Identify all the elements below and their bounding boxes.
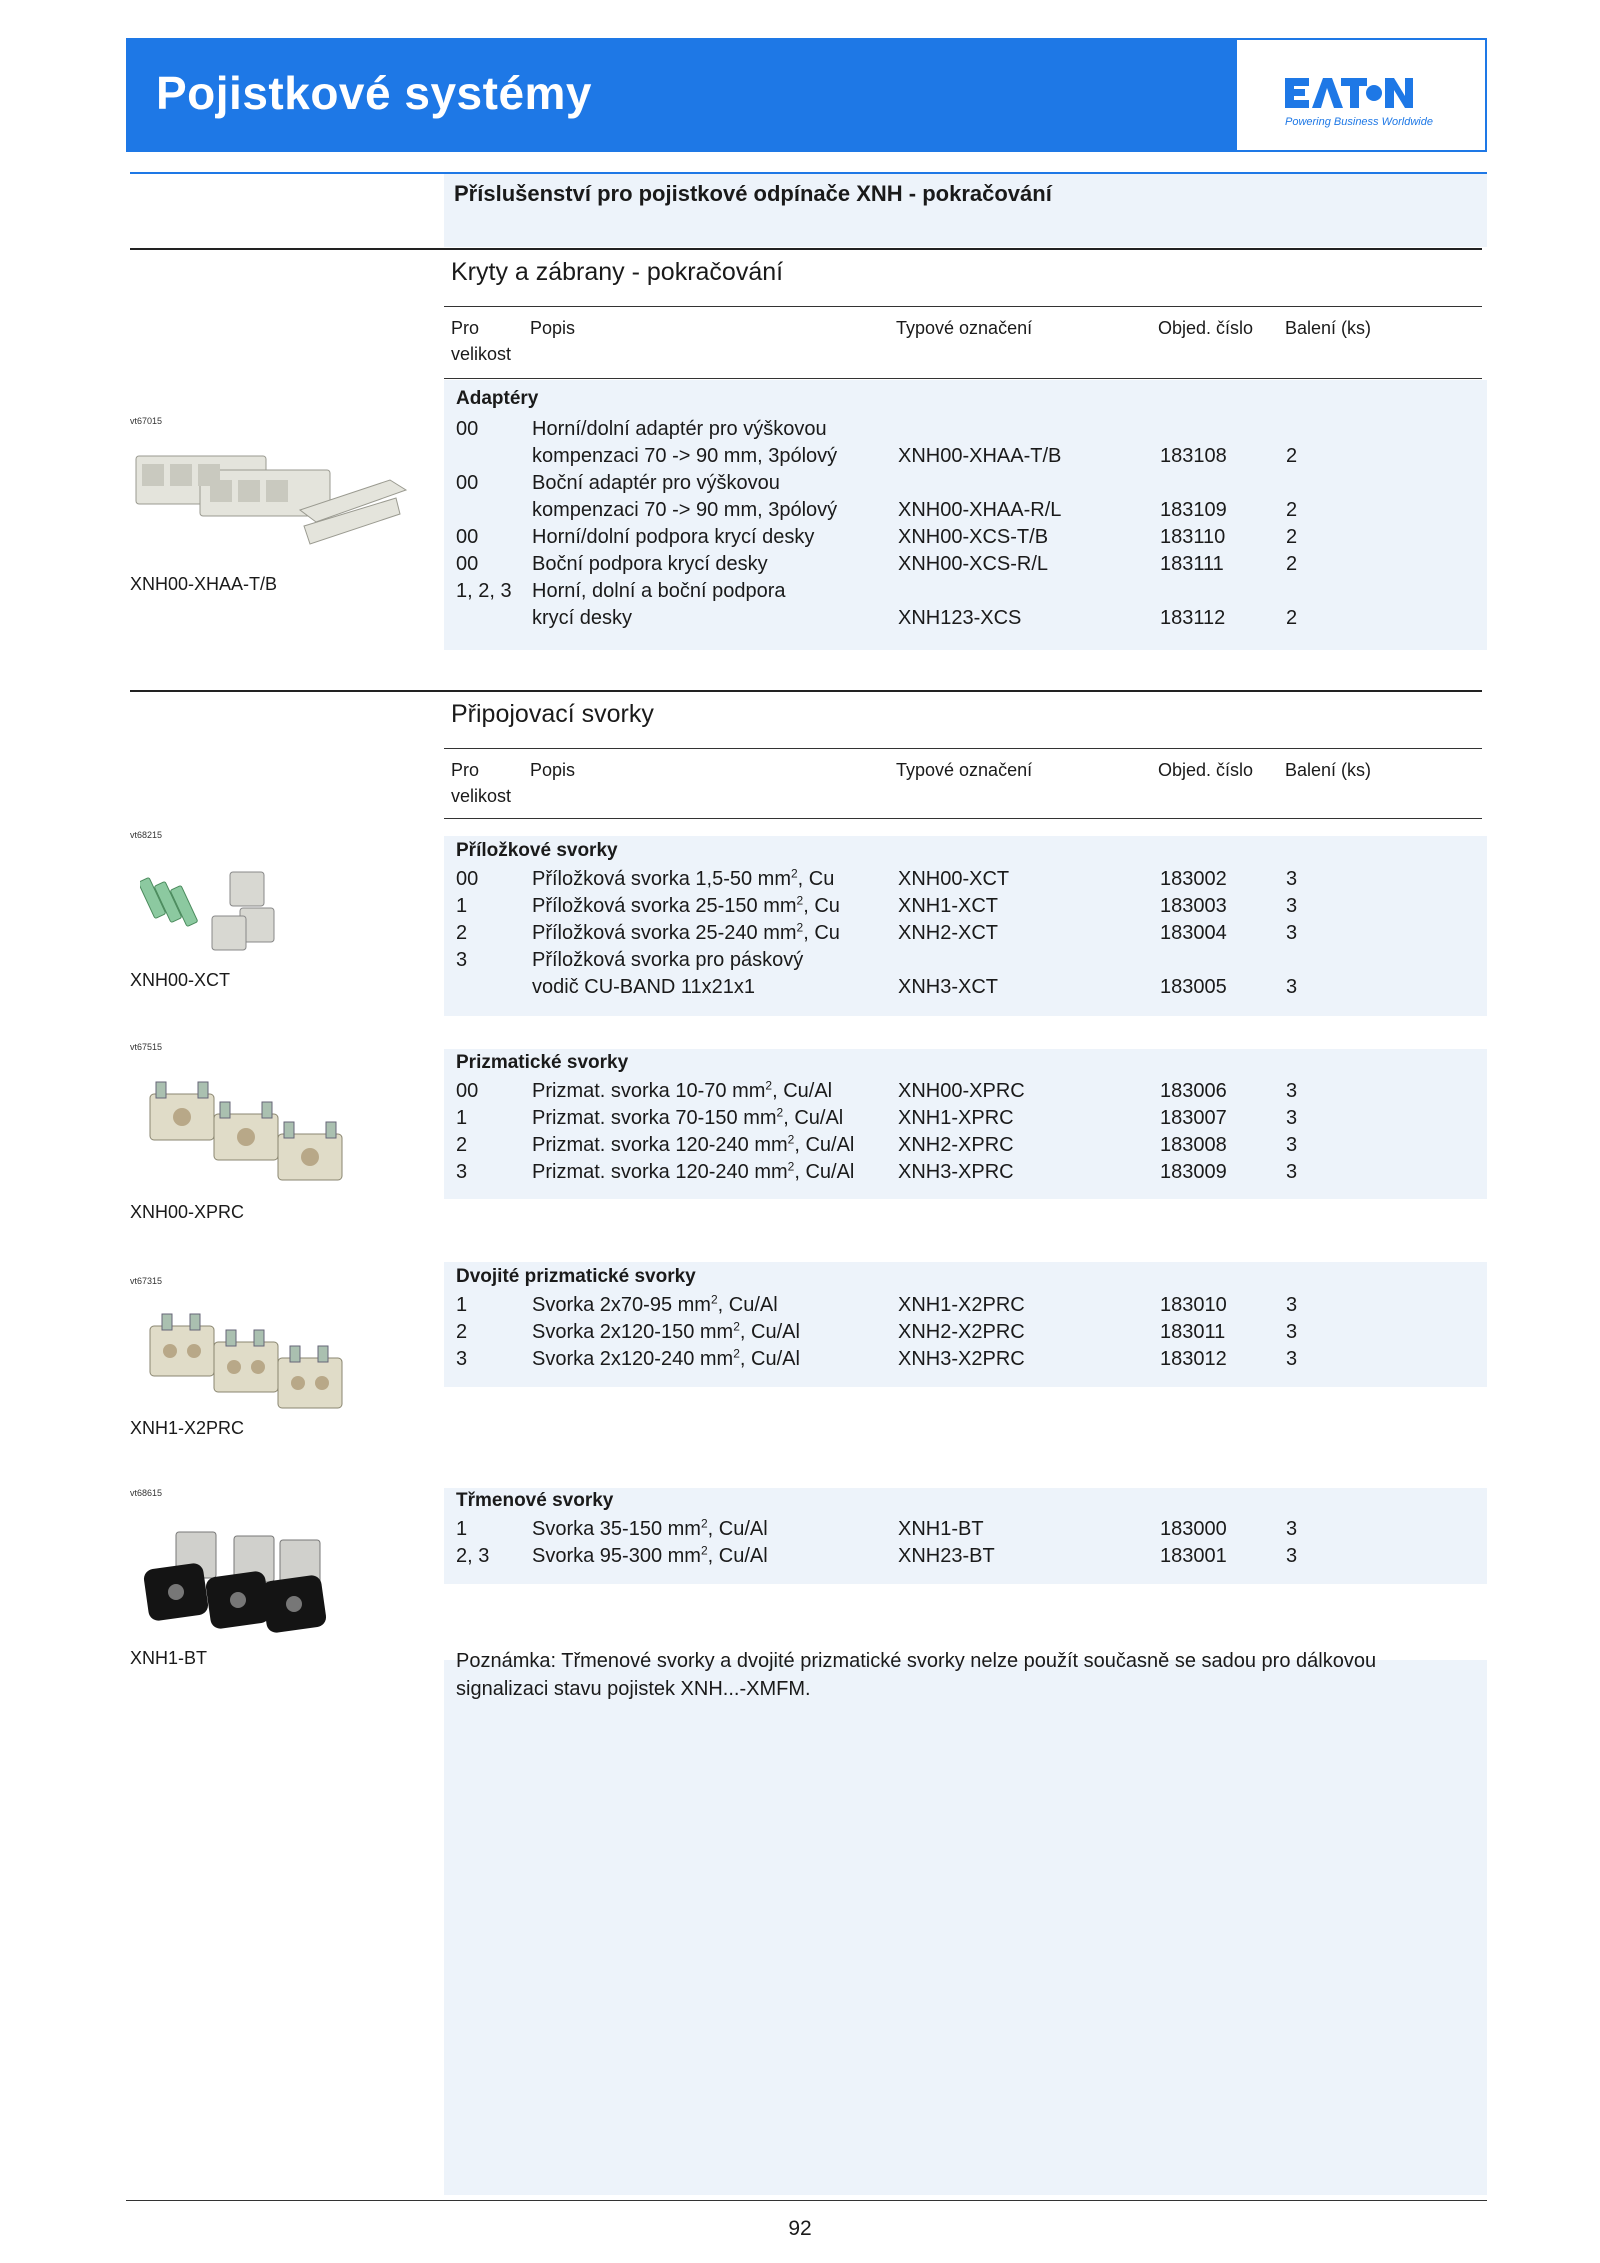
cell-size: 3 [456, 1161, 468, 1183]
cell-order: 183109 [1160, 499, 1227, 521]
image-code: vt68215 [130, 830, 163, 840]
desc-suffix: , Cu/Al [772, 1080, 833, 1102]
cell-order: 183108 [1160, 445, 1227, 467]
cell-desc [532, 1348, 800, 1371]
col-header-size: Pro [451, 318, 480, 338]
cell-order: 183004 [1160, 922, 1227, 944]
desc-suffix: , Cu [803, 895, 840, 917]
cell-type: XNH00-XPRC [898, 1080, 1025, 1102]
table-row [456, 976, 1476, 1003]
cell-type: XNH00-XHAA-R/L [898, 499, 1062, 521]
cell-type: XNH1-X2PRC [898, 1294, 1025, 1316]
desc-suffix: , Cu/Al [794, 1161, 855, 1183]
cell-pack: 3 [1286, 1348, 1298, 1370]
cell-order: 183002 [1160, 868, 1227, 890]
cell-desc [532, 1294, 778, 1317]
page-number: 92 [788, 2217, 812, 2240]
cell-size: 1 [456, 1518, 468, 1540]
col-header-desc: Popis [530, 318, 576, 338]
cell-size: 2 [456, 1134, 468, 1156]
cell-pack: 3 [1286, 1080, 1298, 1102]
table-row [456, 1294, 1476, 1321]
image-caption: XNH00-XCT [130, 970, 231, 990]
cell-desc: kompenzaci 70 -> 90 mm, 3pólový [532, 445, 838, 467]
cell-order: 183012 [1160, 1348, 1227, 1370]
cell-desc: Boční adaptér pro výškovou [532, 472, 780, 494]
cell-pack: 2 [1286, 526, 1298, 548]
cell-desc: Příložková svorka pro páskový [532, 949, 804, 971]
desc-suffix: , Cu [803, 922, 840, 944]
table-row [456, 1134, 1476, 1161]
cell-size: 3 [456, 949, 468, 971]
table-row [456, 418, 1476, 445]
cell-size: 00 [456, 553, 479, 575]
desc-text: Svorka 2x70-95 mm [532, 1294, 711, 1316]
page-title: Pojistkové systémy [156, 67, 593, 119]
main-heading: Příslušenství pro pojistkové odpínače XNH - pokračování [454, 181, 1052, 206]
group-title: Prizmatické svorky [456, 1052, 629, 1073]
cell-pack: 3 [1286, 922, 1298, 944]
cell-type: XNH123-XCS [898, 607, 1022, 629]
table-row [456, 445, 1476, 472]
col-header-size: Pro [451, 760, 480, 780]
cell-pack: 2 [1286, 607, 1298, 629]
col-header-type: Typové označení [896, 318, 1033, 338]
cell-desc [532, 868, 834, 891]
table-row [456, 1080, 1476, 1107]
image-code: vt67315 [130, 1276, 163, 1286]
cell-size: 00 [456, 472, 479, 494]
note-text: Poznámka: Třmenové svorky a dvojité prizmatické svorky nelze použít současně se sadou pro dálkovou signalizaci stavu pojistek XNH...-XMFM. [456, 1650, 1377, 1700]
table-row [456, 1348, 1476, 1375]
desc-suffix: , Cu/Al [783, 1107, 844, 1129]
cell-type: XNH1-XPRC [898, 1107, 1014, 1129]
col-header-size-2: velikost [451, 344, 512, 364]
cell-pack: 3 [1286, 868, 1298, 890]
cell-type: XNH3-XCT [898, 976, 999, 998]
desc-text: Svorka 2x120-150 mm [532, 1321, 734, 1343]
adapter-product-image [130, 440, 420, 560]
cell-pack: 3 [1286, 1107, 1298, 1129]
eaton-logo [1237, 40, 1485, 150]
logo-tagline: Powering Business Worldwide [1285, 116, 1433, 128]
group-title: Příložkové svorky [456, 840, 618, 861]
table-row [456, 526, 1476, 553]
desc-sup: 2 [733, 1319, 740, 1334]
group-title: Adaptéry [456, 388, 539, 409]
group-title: Dvojité prizmatické svorky [456, 1266, 696, 1287]
desc-suffix: , Cu/Al [707, 1545, 768, 1567]
cell-desc [532, 1518, 768, 1541]
desc-sup: 2 [796, 893, 804, 908]
cell-size: 1 [456, 895, 468, 917]
cell-order: 183000 [1160, 1518, 1227, 1540]
col-header-order: Objed. číslo [1158, 760, 1254, 780]
cell-desc: Horní, dolní a boční podpora [532, 580, 786, 602]
prism-terminal-image [140, 1074, 370, 1204]
desc-suffix: , Cu/Al [717, 1294, 778, 1316]
image-caption: XNH1-BT [130, 1648, 208, 1668]
desc-suffix: , Cu [797, 868, 835, 890]
section-divider [130, 248, 1482, 250]
desc-sup: 2 [787, 1132, 795, 1147]
group-title: Třmenové svorky [456, 1490, 614, 1511]
table-row [456, 922, 1476, 949]
cell-order: 183011 [1160, 1321, 1226, 1343]
table-header-bottom-rule [444, 818, 1482, 819]
cell-desc [532, 1134, 854, 1157]
cell-type: XNH1-XCT [898, 895, 999, 917]
desc-suffix: , Cu/Al [739, 1348, 800, 1370]
cell-type: XNH1-BT [898, 1518, 984, 1540]
cell-desc [532, 1107, 843, 1130]
desc-text: Prizmat. svorka 120-240 mm [532, 1134, 788, 1156]
desc-sup: 2 [733, 1346, 740, 1361]
table-row [456, 553, 1476, 580]
image-code: vt67015 [130, 416, 163, 426]
col-header-desc: Popis [530, 760, 576, 780]
cell-desc [532, 1545, 768, 1568]
col-header-type: Typové označení [896, 760, 1033, 780]
cell-pack: 3 [1286, 1294, 1298, 1316]
desc-suffix: , Cu/Al [707, 1518, 768, 1540]
table-row [456, 499, 1476, 526]
desc-suffix: , Cu/Al [739, 1321, 800, 1343]
cell-order: 183007 [1160, 1107, 1227, 1129]
cell-order: 183110 [1160, 526, 1226, 548]
table-row [456, 1161, 1476, 1188]
cell-size: 2, 3 [456, 1545, 490, 1567]
desc-sup: 2 [787, 1159, 795, 1174]
cell-desc: Boční podpora krycí desky [532, 553, 768, 575]
image-caption: XNH1-X2PRC [130, 1418, 245, 1438]
desc-text: Příložková svorka 25-240 mm [532, 922, 797, 944]
cell-pack: 3 [1286, 1545, 1298, 1567]
page-header [126, 38, 1487, 152]
cell-order: 183005 [1160, 976, 1227, 998]
cell-size: 00 [456, 1080, 479, 1102]
cell-type: XNH2-XPRC [898, 1134, 1014, 1156]
cell-size: 00 [456, 526, 479, 548]
desc-text: Prizmat. svorka 120-240 mm [532, 1161, 788, 1183]
desc-text: Prizmat. svorka 10-70 mm [532, 1080, 766, 1102]
cell-pack: 3 [1286, 1134, 1298, 1156]
cell-type: XNH23-BT [898, 1545, 995, 1567]
cell-order: 183111 [1160, 553, 1224, 575]
cell-type: XNH3-X2PRC [898, 1348, 1025, 1370]
cell-size: 2 [456, 922, 468, 944]
desc-sup: 2 [700, 1543, 708, 1558]
image-caption: XNH00-XPRC [130, 1202, 245, 1222]
table-header-top-rule [444, 748, 1482, 749]
cell-pack: 2 [1286, 499, 1298, 521]
double-prism-terminal-image [140, 1306, 370, 1426]
cell-order: 183009 [1160, 1161, 1227, 1183]
table-row [456, 580, 1476, 607]
cell-desc [532, 895, 840, 918]
section-title: Kryty a zábrany - pokračování [451, 258, 784, 286]
cell-pack: 3 [1286, 895, 1298, 917]
cell-desc: vodič CU-BAND 11x21x1 [532, 976, 756, 998]
footer-rule [126, 2200, 1487, 2201]
desc-sup: 2 [700, 1516, 708, 1531]
cell-size: 1 [456, 1107, 468, 1129]
cell-pack: 3 [1286, 1161, 1298, 1183]
stirrup-terminal-image [140, 1526, 360, 1646]
cell-order: 183008 [1160, 1134, 1227, 1156]
image-caption: XNH00-XHAA-T/B [130, 574, 278, 594]
cell-desc [532, 1321, 800, 1344]
desc-sup: 2 [765, 1078, 773, 1093]
cell-desc [532, 1080, 832, 1103]
cell-desc [532, 1161, 854, 1184]
table-row [456, 472, 1476, 499]
cell-desc: Horní/dolní podpora krycí desky [532, 526, 815, 548]
table-row [456, 607, 1476, 634]
table-header-top-rule [444, 306, 1482, 307]
cell-type: XNH3-XPRC [898, 1161, 1014, 1183]
cell-order: 183001 [1160, 1545, 1227, 1567]
desc-sup: 2 [796, 920, 804, 935]
table-row [456, 1545, 1476, 1572]
col-header-pack: Balení (ks) [1285, 760, 1372, 780]
cell-type: XNH2-XCT [898, 922, 999, 944]
table-row [456, 895, 1476, 922]
desc-suffix: , Cu/Al [794, 1134, 855, 1156]
cell-type: XNH00-XHAA-T/B [898, 445, 1062, 467]
cell-type: XNH00-XCS-R/L [898, 553, 1049, 575]
bottom-band [444, 1660, 1487, 2195]
desc-text: Svorka 95-300 mm [532, 1545, 701, 1567]
section-title: Připojovací svorky [451, 700, 654, 728]
table-row [456, 949, 1476, 976]
cell-order: 183010 [1160, 1294, 1227, 1316]
cell-size: 1 [456, 1294, 468, 1316]
cell-order: 183003 [1160, 895, 1227, 917]
cell-pack: 2 [1286, 445, 1298, 467]
cell-size: 00 [456, 868, 479, 890]
cell-pack: 3 [1286, 1321, 1298, 1343]
col-header-order: Objed. číslo [1158, 318, 1254, 338]
cell-type: XNH2-X2PRC [898, 1321, 1025, 1343]
desc-sup: 2 [710, 1292, 718, 1307]
image-code: vt68615 [130, 1488, 163, 1498]
col-header-pack: Balení (ks) [1285, 318, 1372, 338]
cell-size: 2 [456, 1321, 468, 1343]
cell-type: XNH00-XCT [898, 868, 1010, 890]
eaton-logo-mark [1237, 40, 1485, 150]
cell-order: 183006 [1160, 1080, 1227, 1102]
cell-pack: 2 [1286, 553, 1298, 575]
col-header-size-2: velikost [451, 786, 512, 806]
desc-text: Příložková svorka 1,5-50 mm [532, 868, 791, 890]
desc-text: Prizmat. svorka 70-150 mm [532, 1107, 777, 1129]
desc-sup: 2 [776, 1105, 784, 1120]
lug-terminal-image [140, 858, 300, 968]
cell-desc: krycí desky [532, 607, 633, 629]
cell-desc [532, 922, 840, 945]
desc-sup: 2 [790, 866, 798, 881]
cell-order: 183112 [1160, 607, 1226, 629]
table-row [456, 1107, 1476, 1134]
cell-pack: 3 [1286, 1518, 1298, 1540]
image-code: vt67515 [130, 1042, 163, 1052]
cell-size: 3 [456, 1348, 468, 1370]
cell-pack: 3 [1286, 976, 1298, 998]
cell-desc: kompenzaci 70 -> 90 mm, 3pólový [532, 499, 838, 521]
table-row [456, 1321, 1476, 1348]
table-header-bottom-rule [444, 378, 1482, 379]
table-row [456, 1518, 1476, 1545]
desc-text: Svorka 2x120-240 mm [532, 1348, 734, 1370]
desc-text: Příložková svorka 25-150 mm [532, 895, 797, 917]
desc-text: Svorka 35-150 mm [532, 1518, 701, 1540]
cell-desc: Horní/dolní adaptér pro výškovou [532, 418, 827, 440]
cell-type: XNH00-XCS-T/B [898, 526, 1049, 548]
table-row [456, 868, 1476, 895]
cell-size: 00 [456, 418, 479, 440]
cell-size: 1, 2, 3 [456, 580, 512, 602]
section-divider [130, 690, 1482, 692]
